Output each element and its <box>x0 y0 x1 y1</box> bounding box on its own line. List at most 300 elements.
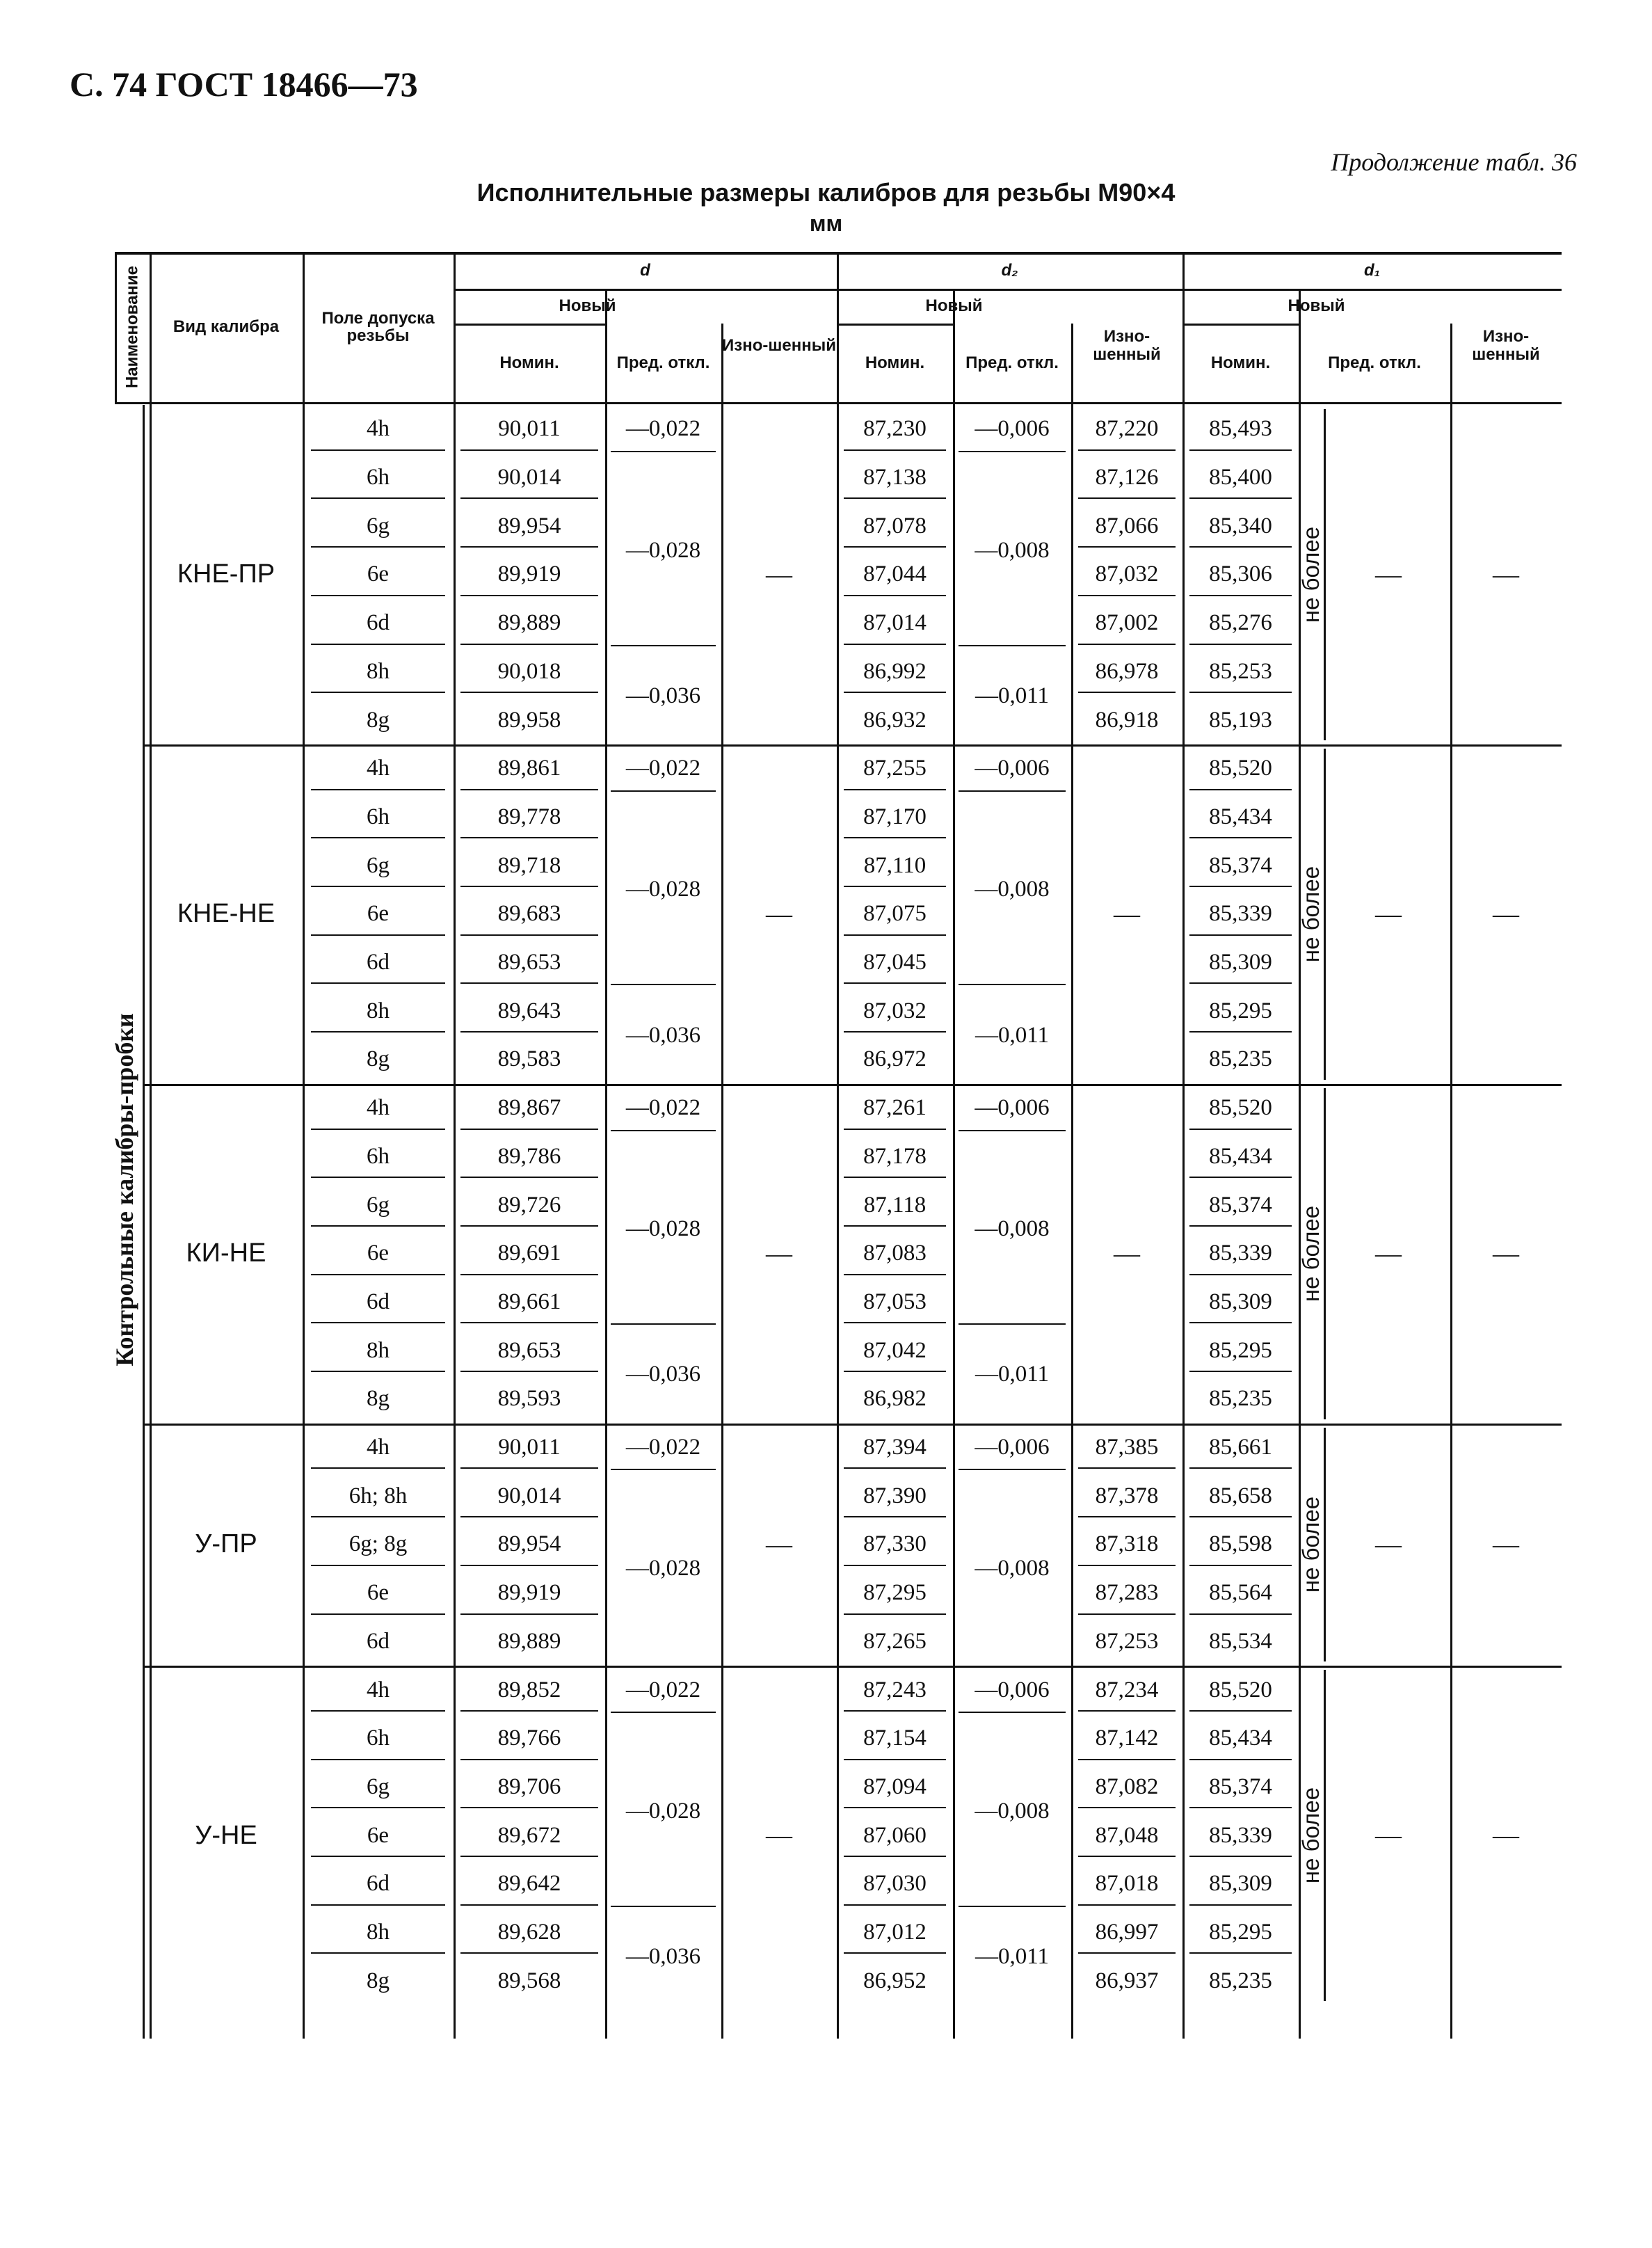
rule <box>844 934 946 936</box>
rule <box>844 1177 946 1178</box>
tolerance-field-cell: 8g <box>367 707 390 733</box>
d1-deviation-not-more: не более <box>1298 526 1324 623</box>
d-deviation-cell: —0,022 <box>625 1677 701 1703</box>
rule <box>959 1712 1066 1713</box>
rule <box>311 1371 445 1372</box>
d2-nominal-cell: 87,060 <box>863 1822 927 1848</box>
rule <box>1078 1759 1176 1760</box>
rule <box>460 1807 598 1808</box>
rule <box>311 595 445 596</box>
rule <box>311 1856 445 1857</box>
d2-nominal-cell: 87,394 <box>863 1435 927 1460</box>
tolerance-field-cell: 6e <box>367 1241 390 1266</box>
rule <box>1189 546 1292 548</box>
d2-worn-cell: 87,385 <box>1095 1435 1159 1460</box>
rule <box>1078 449 1176 451</box>
rule <box>460 934 598 936</box>
header-nominal: Номин. <box>1210 353 1271 372</box>
d-nominal-cell: 89,628 <box>497 1920 561 1945</box>
d-nominal-cell: 89,867 <box>497 1095 561 1121</box>
d-nominal-cell: 90,018 <box>497 658 561 684</box>
rule <box>311 1129 445 1130</box>
rule <box>311 1613 445 1615</box>
rule <box>311 1807 445 1808</box>
rule <box>143 405 145 2039</box>
header-d2: d₂ <box>1001 260 1018 280</box>
d-nominal-cell: 89,643 <box>497 998 561 1023</box>
d-nominal-cell: 89,726 <box>497 1192 561 1218</box>
rule <box>311 982 445 984</box>
d2-nominal-cell: 87,295 <box>863 1580 927 1606</box>
d2-worn-cell: 87,018 <box>1095 1871 1159 1897</box>
header-name: Наименование <box>122 265 142 389</box>
d1-nominal-cell: 85,309 <box>1209 950 1272 975</box>
d2-deviation-cell: —0,008 <box>975 1798 1050 1824</box>
header-d1: d₁ <box>1363 260 1381 280</box>
d1-nominal-cell: 85,661 <box>1209 1435 1272 1460</box>
rule <box>1078 644 1176 645</box>
rule <box>1189 1613 1292 1615</box>
header-worn: Изно-шенный <box>722 335 836 355</box>
table-continuation-note: Продолжение табл. 36 <box>1331 148 1577 176</box>
d2-deviation-cell: —0,006 <box>975 756 1050 781</box>
rule <box>1078 1467 1176 1469</box>
rule <box>1189 1759 1292 1760</box>
d-nominal-cell: 89,568 <box>497 1968 561 1993</box>
tolerance-field-cell: 6g <box>367 852 390 878</box>
rule <box>1189 1856 1292 1857</box>
d2-nominal-cell: 87,255 <box>863 756 927 781</box>
d2-nominal-cell: 87,030 <box>863 1871 927 1897</box>
rule <box>1189 497 1292 499</box>
d-nominal-cell: 89,718 <box>497 852 561 878</box>
rule <box>844 1565 946 1566</box>
d2-worn-cell: 87,032 <box>1095 561 1159 587</box>
rule <box>115 252 117 402</box>
page-header: С. 74 ГОСТ 18466—73 <box>70 65 418 104</box>
d1-nominal-cell: 85,520 <box>1209 1095 1272 1121</box>
d-deviation-cell: —0,028 <box>625 1556 701 1581</box>
d2-worn-cell: 86,997 <box>1095 1920 1159 1945</box>
rule <box>311 1565 445 1566</box>
rule <box>1078 595 1176 596</box>
rule <box>1189 1807 1292 1808</box>
table-title: Исполнительные размеры калибров для резьбы M90×4 <box>476 178 1176 207</box>
rule <box>1078 692 1176 693</box>
rule <box>611 984 716 985</box>
tolerance-field-cell: 6d <box>367 1289 390 1314</box>
rule <box>844 1031 946 1033</box>
rule <box>844 692 946 693</box>
d1-deviation-not-more: не более <box>1298 1496 1324 1593</box>
d2-nominal-cell: 87,045 <box>863 950 927 975</box>
rule <box>844 1856 946 1857</box>
tolerance-field-cell: 6e <box>367 1580 390 1606</box>
tolerance-field-cell: 6h <box>367 804 390 829</box>
d1-nominal-cell: 85,400 <box>1209 465 1272 491</box>
d2-nominal-cell: 87,012 <box>863 1920 927 1945</box>
rule <box>1189 1371 1292 1372</box>
rule <box>311 1031 445 1033</box>
rule <box>311 1177 445 1178</box>
d1-nominal-cell: 85,339 <box>1209 1822 1272 1848</box>
d-deviation-cell: —0,036 <box>625 1943 701 1969</box>
d1-nominal-cell: 85,564 <box>1209 1580 1272 1606</box>
rule <box>1189 1129 1292 1130</box>
d-deviation-cell: —0,022 <box>625 1435 701 1460</box>
d2-nominal-cell: 86,972 <box>863 1046 927 1072</box>
d1-worn-dash: — <box>1493 1529 1519 1559</box>
rule <box>460 497 598 499</box>
tolerance-field-cell: 6g <box>367 513 390 539</box>
rule <box>1189 934 1292 936</box>
header-new: Новый <box>1288 296 1345 316</box>
header-new: Новый <box>925 296 983 316</box>
d2-nominal-cell: 86,982 <box>863 1386 927 1412</box>
d2-worn-cell: 87,066 <box>1095 513 1159 539</box>
tolerance-field-cell: 6d <box>367 610 390 636</box>
d1-nominal-cell: 85,434 <box>1209 1725 1272 1751</box>
rule <box>311 1759 445 1760</box>
d1-nominal-cell: 85,235 <box>1209 1968 1272 1993</box>
rule <box>844 1759 946 1760</box>
d2-nominal-cell: 87,053 <box>863 1289 927 1314</box>
header-deviation: Пред. откл. <box>965 353 1059 372</box>
rule <box>611 645 716 646</box>
rule <box>1189 1565 1292 1566</box>
d1-nominal-cell: 85,193 <box>1209 707 1272 733</box>
d-nominal-cell: 89,861 <box>497 756 561 781</box>
rule <box>460 1225 598 1227</box>
rule <box>1189 1904 1292 1906</box>
d-nominal-cell: 89,889 <box>497 610 561 636</box>
d-nominal-cell: 90,014 <box>497 1483 561 1508</box>
d2-worn-cell: 86,937 <box>1095 1968 1159 1993</box>
tolerance-field-cell: 6g <box>367 1192 390 1218</box>
d2-deviation-cell: —0,008 <box>975 877 1050 902</box>
rule <box>844 497 946 499</box>
d1-nominal-cell: 85,253 <box>1209 658 1272 684</box>
d1-deviation-dash: — <box>1375 559 1402 589</box>
d1-deviation-not-more: не более <box>1298 1205 1324 1302</box>
rule <box>959 645 1066 646</box>
d2-worn-cell: 87,082 <box>1095 1773 1159 1799</box>
d-nominal-cell: 90,011 <box>498 1435 561 1460</box>
d-nominal-cell: 89,661 <box>497 1289 561 1314</box>
rule <box>311 886 445 887</box>
d2-worn-dash: — <box>1114 1238 1140 1268</box>
d2-deviation-cell: —0,006 <box>975 1095 1050 1121</box>
rule <box>1078 1613 1176 1615</box>
rule <box>844 1807 946 1808</box>
rule <box>1189 1710 1292 1712</box>
d2-deviation-cell: —0,008 <box>975 1216 1050 1242</box>
d2-deviation-cell: —0,011 <box>975 683 1050 708</box>
rule <box>1189 1177 1292 1178</box>
gauge-type-name: КНЕ-ПР <box>177 559 275 589</box>
d-nominal-cell: 89,683 <box>497 901 561 927</box>
rule <box>460 644 598 645</box>
tolerance-field-cell: 6g <box>367 1773 390 1799</box>
tolerance-field-cell: 8h <box>367 998 390 1023</box>
d1-nominal-cell: 85,598 <box>1209 1531 1272 1557</box>
header-deviation: Пред. откл. <box>616 353 710 372</box>
rule <box>611 1712 716 1713</box>
tolerance-field-cell: 6h <box>367 465 390 491</box>
d1-deviation-dash: — <box>1375 1238 1402 1268</box>
d2-worn-cell: 86,918 <box>1095 707 1159 733</box>
d2-deviation-cell: —0,006 <box>975 1677 1050 1703</box>
rule <box>844 1225 946 1227</box>
d2-deviation-cell: —0,006 <box>975 416 1050 442</box>
d1-nominal-cell: 85,658 <box>1209 1483 1272 1508</box>
d-nominal-cell: 89,653 <box>497 950 561 975</box>
d2-nominal-cell: 87,243 <box>863 1677 927 1703</box>
rule <box>460 1031 598 1033</box>
rule <box>460 1759 598 1760</box>
d1-worn-dash: — <box>1493 1821 1519 1851</box>
rule <box>460 1129 598 1130</box>
gauge-type-name: КНЕ-НЕ <box>177 899 275 929</box>
rule <box>311 1322 445 1323</box>
rule <box>460 886 598 887</box>
d-nominal-cell: 89,672 <box>497 1822 561 1848</box>
d2-nominal-cell: 87,154 <box>863 1725 927 1751</box>
d1-nominal-cell: 85,493 <box>1209 416 1272 442</box>
d2-nominal-cell: 87,330 <box>863 1531 927 1557</box>
tolerance-field-cell: 4h <box>367 416 390 442</box>
d2-deviation-cell: —0,006 <box>975 1435 1050 1460</box>
rule <box>311 497 445 499</box>
tolerance-field-cell: 6h <box>367 1143 390 1169</box>
rule <box>611 451 716 452</box>
rule <box>959 790 1066 792</box>
rule <box>844 837 946 838</box>
rule <box>1189 837 1292 838</box>
header-worn: Изно-шенный <box>1472 327 1540 364</box>
tolerance-field-cell: 8h <box>367 1920 390 1945</box>
rule <box>1078 1516 1176 1517</box>
d-nominal-cell: 89,954 <box>497 513 561 539</box>
d2-nominal-cell: 87,083 <box>863 1241 927 1266</box>
rule <box>844 546 946 548</box>
tolerance-field-cell: 4h <box>367 1677 390 1703</box>
rule <box>844 449 946 451</box>
d-worn-dash: — <box>766 559 792 589</box>
d-nominal-cell: 89,958 <box>497 707 561 733</box>
rule <box>311 934 445 936</box>
d1-nominal-cell: 85,534 <box>1209 1628 1272 1654</box>
d-deviation-cell: —0,022 <box>625 1095 701 1121</box>
d-deviation-cell: —0,028 <box>625 1216 701 1242</box>
rule <box>460 789 598 790</box>
d2-nominal-cell: 87,078 <box>863 513 927 539</box>
rule <box>311 546 445 548</box>
rule <box>460 449 598 451</box>
rule <box>460 1322 598 1323</box>
rule <box>311 1274 445 1275</box>
d2-deviation-cell: —0,008 <box>975 1556 1050 1581</box>
d1-nominal-cell: 85,340 <box>1209 513 1272 539</box>
rule <box>959 1323 1066 1325</box>
d1-nominal-cell: 85,309 <box>1209 1289 1272 1314</box>
d-nominal-cell: 89,852 <box>497 1677 561 1703</box>
d-deviation-cell: —0,036 <box>625 683 701 708</box>
rule <box>460 982 598 984</box>
d2-nominal-cell: 87,230 <box>863 416 927 442</box>
d-nominal-cell: 89,919 <box>497 1580 561 1606</box>
d1-nominal-cell: 85,339 <box>1209 1241 1272 1266</box>
d-deviation-cell: —0,022 <box>625 416 701 442</box>
d1-deviation-dash: — <box>1375 899 1402 929</box>
d2-worn-cell: 87,378 <box>1095 1483 1159 1508</box>
rule <box>460 1904 598 1906</box>
rule <box>460 837 598 838</box>
rule <box>1189 1322 1292 1323</box>
header-nominal: Номин. <box>865 353 925 372</box>
d2-worn-cell: 87,142 <box>1095 1725 1159 1751</box>
rule <box>311 1710 445 1712</box>
rule <box>460 1952 598 1954</box>
d1-deviation-not-more: не более <box>1298 1787 1324 1884</box>
rule <box>959 1906 1066 1907</box>
tolerance-field-cell: 6e <box>367 1822 390 1848</box>
rule <box>844 1613 946 1615</box>
d2-worn-cell: 87,126 <box>1095 465 1159 491</box>
d1-nominal-cell: 85,374 <box>1209 1773 1272 1799</box>
d1-nominal-cell: 85,235 <box>1209 1046 1272 1072</box>
d2-nominal-cell: 87,390 <box>863 1483 927 1508</box>
rule <box>844 1516 946 1517</box>
rule <box>844 1952 946 1954</box>
d1-deviation-dash: — <box>1375 1821 1402 1851</box>
d1-nominal-cell: 85,306 <box>1209 561 1272 587</box>
d2-nominal-cell: 87,178 <box>863 1143 927 1169</box>
tolerance-field-cell: 8g <box>367 1968 390 1993</box>
rule <box>311 644 445 645</box>
d2-nominal-cell: 87,075 <box>863 901 927 927</box>
d2-worn-cell: 87,048 <box>1095 1822 1159 1848</box>
d1-nominal-cell: 85,339 <box>1209 901 1272 927</box>
d-deviation-cell: —0,022 <box>625 756 701 781</box>
header-new: Новый <box>559 296 616 316</box>
d1-nominal-cell: 85,520 <box>1209 1677 1272 1703</box>
rule <box>1078 1952 1176 1954</box>
side-label-control-plugs: Контрольные калибры-пробки <box>111 1013 138 1366</box>
tolerance-field-cell: 4h <box>367 756 390 781</box>
rule <box>844 886 946 887</box>
d-nominal-cell: 90,014 <box>497 465 561 491</box>
tolerance-field-cell: 6g; 8g <box>348 1531 408 1557</box>
tolerance-field-cell: 6h; 8h <box>348 1483 408 1508</box>
tolerance-field-cell: 4h <box>367 1435 390 1460</box>
rule <box>844 1371 946 1372</box>
d-nominal-cell: 89,778 <box>497 804 561 829</box>
rule <box>460 1856 598 1857</box>
d2-worn-cell: 87,283 <box>1095 1580 1159 1606</box>
header-gauge-type: Вид калибра <box>173 317 280 337</box>
rule <box>460 1274 598 1275</box>
d2-nominal-cell: 87,110 <box>863 852 927 878</box>
rule <box>1189 1274 1292 1275</box>
d2-worn-dash: — <box>1114 899 1140 929</box>
rule <box>844 1904 946 1906</box>
gauge-type-name: У-НЕ <box>195 1820 257 1850</box>
rule <box>844 1467 946 1469</box>
d1-nominal-cell: 85,374 <box>1209 852 1272 878</box>
rule <box>611 1469 716 1470</box>
rule <box>1078 497 1176 499</box>
rule <box>959 1469 1066 1470</box>
rule <box>844 1129 946 1130</box>
rule <box>1189 1031 1292 1033</box>
d2-nominal-cell: 87,044 <box>863 561 927 587</box>
rule <box>959 451 1066 452</box>
table-units: мм <box>809 211 843 236</box>
d1-deviation-not-more: не более <box>1298 866 1324 962</box>
d-nominal-cell: 89,583 <box>497 1046 561 1072</box>
d2-nominal-cell: 86,992 <box>863 658 927 684</box>
rule <box>460 1371 598 1372</box>
d2-worn-cell: 87,318 <box>1095 1531 1159 1557</box>
rule <box>959 1130 1066 1131</box>
rule <box>844 1274 946 1275</box>
tolerance-field-cell: 6h <box>367 1725 390 1751</box>
rule <box>1078 1904 1176 1906</box>
rule <box>844 982 946 984</box>
rule <box>460 692 598 693</box>
d2-worn-cell: 87,253 <box>1095 1628 1159 1654</box>
d2-worn-cell: 87,220 <box>1095 416 1159 442</box>
tolerance-field-cell: 4h <box>367 1095 390 1121</box>
d-worn-dash: — <box>766 899 792 929</box>
d2-nominal-cell: 86,952 <box>863 1968 927 1993</box>
tolerance-field-cell: 8h <box>367 1337 390 1363</box>
rule <box>311 1467 445 1469</box>
d-deviation-cell: —0,036 <box>625 1022 701 1048</box>
rule <box>1189 644 1292 645</box>
d1-nominal-cell: 85,434 <box>1209 804 1272 829</box>
header-worn: Изно-шенный <box>1093 327 1161 364</box>
d1-nominal-cell: 85,235 <box>1209 1386 1272 1412</box>
d1-nominal-cell: 85,295 <box>1209 1337 1272 1363</box>
rule <box>460 1565 598 1566</box>
rule <box>460 1710 598 1712</box>
d2-nominal-cell: 87,094 <box>863 1773 927 1799</box>
d2-deviation-cell: —0,011 <box>975 1362 1050 1387</box>
rule <box>1189 1467 1292 1469</box>
d-deviation-cell: —0,028 <box>625 877 701 902</box>
d2-nominal-cell: 87,032 <box>863 998 927 1023</box>
d-deviation-cell: —0,028 <box>625 537 701 563</box>
d-worn-dash: — <box>766 1238 792 1268</box>
d2-deviation-cell: —0,008 <box>975 537 1050 563</box>
rule <box>460 546 598 548</box>
rule <box>1189 886 1292 887</box>
header-nominal: Номин. <box>499 353 559 372</box>
d2-worn-cell: 86,978 <box>1095 658 1159 684</box>
d2-worn-cell: 87,234 <box>1095 1677 1159 1703</box>
d1-worn-dash: — <box>1493 899 1519 929</box>
d2-nominal-cell: 87,261 <box>863 1095 927 1121</box>
d2-nominal-cell: 87,138 <box>863 465 927 491</box>
rule <box>460 595 598 596</box>
rule <box>311 1904 445 1906</box>
d-nominal-cell: 89,706 <box>497 1773 561 1799</box>
rule <box>844 789 946 790</box>
d1-nominal-cell: 85,520 <box>1209 756 1272 781</box>
d1-nominal-cell: 85,434 <box>1209 1143 1272 1169</box>
